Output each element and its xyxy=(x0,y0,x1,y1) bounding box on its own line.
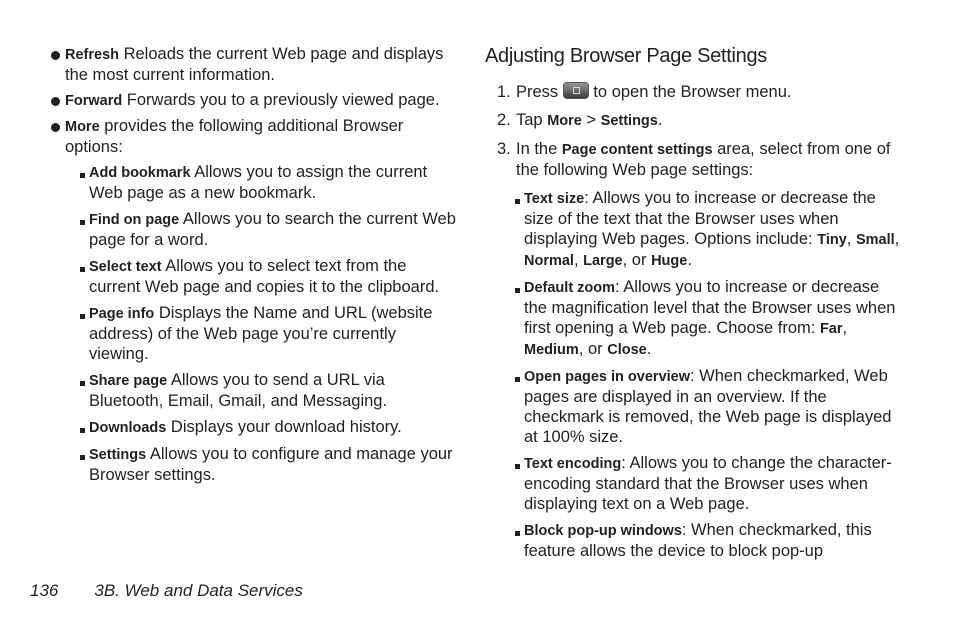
choice-sep: , or xyxy=(578,340,608,358)
desc-add-bookmark: Allows you to assign the current Web page as a new bookmark. xyxy=(89,163,428,202)
desc-text-size: : Allows you to increase or decrease the size of the text that the Browser uses when displaying Web pages. Options include: xyxy=(524,189,876,248)
term-downloads: Downloads xyxy=(89,420,167,436)
subitem-share-page xyxy=(50,370,460,411)
choice-sep: , xyxy=(846,230,856,248)
desc-page-info: Displays the Name and URL (website address) of the Web page you’re currently viewing. xyxy=(89,304,433,363)
term-block-popups: Block pop-up windows xyxy=(524,523,682,539)
page-footer xyxy=(30,581,339,601)
term-share-page: Share page xyxy=(89,373,168,389)
page-number: 136 xyxy=(30,581,59,600)
section-heading: Adjusting Browser Page Settings xyxy=(485,45,767,67)
bullet-more xyxy=(50,116,460,157)
term-forward: Forward xyxy=(65,93,123,109)
desc-select-text: Allows you to select text from the current Web page and copies it to the clipboard. xyxy=(89,257,440,296)
square-bullet-icon xyxy=(515,531,520,536)
term-more: More xyxy=(65,119,100,135)
desc-share-page: Allows you to send a URL via Bluetooth, Email, Gmail, and Messaging. xyxy=(89,371,388,410)
desc-more: provides the following additional Browser options: xyxy=(65,117,404,156)
desc-settings: Allows you to configure and manage your Browser settings. xyxy=(89,445,453,484)
subitem-downloads xyxy=(50,417,460,438)
step-text: to open the Browser menu. xyxy=(588,83,792,101)
desc-downloads: Displays your download history. xyxy=(166,418,402,436)
term-default-zoom: Default zoom xyxy=(524,280,616,296)
subitem-select-text xyxy=(50,256,460,297)
square-bullet-icon xyxy=(515,464,520,469)
term-find-on-page: Find on page xyxy=(89,212,180,228)
square-bullet-icon xyxy=(515,199,520,204)
choice-sep: , xyxy=(573,251,584,269)
subitem-page-info xyxy=(50,303,460,364)
square-bullet-icon xyxy=(80,220,85,225)
term-text-size: Text size xyxy=(524,191,585,207)
desc-refresh: Reloads the current Web page and displays the most current information. xyxy=(65,45,444,84)
step-2 xyxy=(485,110,905,131)
desc-find-on-page: Allows you to search the current Web page for a word. xyxy=(89,210,456,249)
square-bullet-icon xyxy=(80,428,85,433)
square-bullet-icon xyxy=(515,377,520,382)
left-column xyxy=(50,44,460,491)
option-text-size xyxy=(485,188,905,271)
choice-sep: . xyxy=(646,340,652,358)
step-3 xyxy=(485,139,905,180)
subitem-add-bookmark xyxy=(50,162,460,203)
desc-default-zoom: : Allows you to increase or decrease the magnification level that the Browser uses when first opening a Web page. Choose from: xyxy=(524,278,896,337)
term-select-text: Select text xyxy=(89,259,162,275)
right-column xyxy=(485,44,905,567)
square-bullet-icon xyxy=(80,173,85,178)
term-page-content-settings: Page content settings xyxy=(561,142,713,158)
step-text: Press xyxy=(516,83,563,101)
step-text: area, select from one of the following Web page settings: xyxy=(516,140,891,179)
choice-normal: Normal xyxy=(524,253,574,269)
choice-sep: , xyxy=(842,319,848,337)
term-settings: Settings xyxy=(600,113,658,129)
section-title: 3B. Web and Data Services xyxy=(94,581,303,600)
option-block-popups xyxy=(485,520,905,561)
choice-small: Small xyxy=(855,232,895,248)
term-settings: Settings xyxy=(89,447,147,463)
step-text: Tap xyxy=(516,111,548,129)
option-default-zoom xyxy=(485,277,905,360)
desc-text-encoding: : Allows you to change the character-encoding standard that the Browser uses when displaying text on a Web page. xyxy=(524,454,892,513)
desc-forward: Forwards you to a previously viewed page. xyxy=(122,91,440,109)
term-open-pages-overview: Open pages in overview xyxy=(524,369,690,385)
step-number: 3. xyxy=(497,140,511,158)
term-text-encoding: Text encoding xyxy=(524,456,622,472)
square-bullet-icon xyxy=(80,267,85,272)
term-refresh: Refresh xyxy=(65,47,119,63)
term-page-info: Page info xyxy=(89,306,155,322)
choice-large: Large xyxy=(583,253,623,269)
square-bullet-icon xyxy=(80,314,85,319)
square-bullet-icon xyxy=(80,455,85,460)
square-bullet-icon xyxy=(80,381,85,386)
step-number: 1. xyxy=(497,83,511,101)
option-open-pages-overview xyxy=(485,366,905,447)
step-number: 2. xyxy=(497,111,511,129)
step-text: In the xyxy=(516,140,562,158)
choice-sep: , xyxy=(894,230,900,248)
choice-tiny: Tiny xyxy=(817,232,847,248)
desc-open-pages-overview: : When checkmarked, Web pages are displayed in an overview. If the checkmark is removed, the Web page is displayed at 100% size. xyxy=(524,367,892,446)
choice-close: Close xyxy=(607,342,647,358)
subitem-settings xyxy=(50,444,460,485)
bullet-forward xyxy=(50,90,460,111)
bullet-dot-icon xyxy=(51,123,60,132)
step-text: . xyxy=(657,111,663,129)
menu-key-icon xyxy=(563,82,589,99)
choice-medium: Medium xyxy=(524,342,579,358)
separator: > xyxy=(581,111,601,129)
choice-sep: , or xyxy=(622,251,652,269)
term-add-bookmark: Add bookmark xyxy=(89,165,191,181)
bullet-refresh xyxy=(50,44,460,85)
square-bullet-icon xyxy=(515,288,520,293)
bullet-dot-icon xyxy=(51,51,60,60)
choice-sep: . xyxy=(687,251,692,269)
term-more: More xyxy=(547,113,582,129)
subitem-find-on-page xyxy=(50,209,460,250)
choice-far: Far xyxy=(819,321,843,337)
step-1 xyxy=(485,82,905,102)
choice-huge: Huge xyxy=(651,253,688,269)
desc-block-popups: : When checkmarked, this feature allows the device to block pop-up xyxy=(524,521,872,560)
option-text-encoding xyxy=(485,453,905,514)
bullet-dot-icon xyxy=(51,97,60,106)
